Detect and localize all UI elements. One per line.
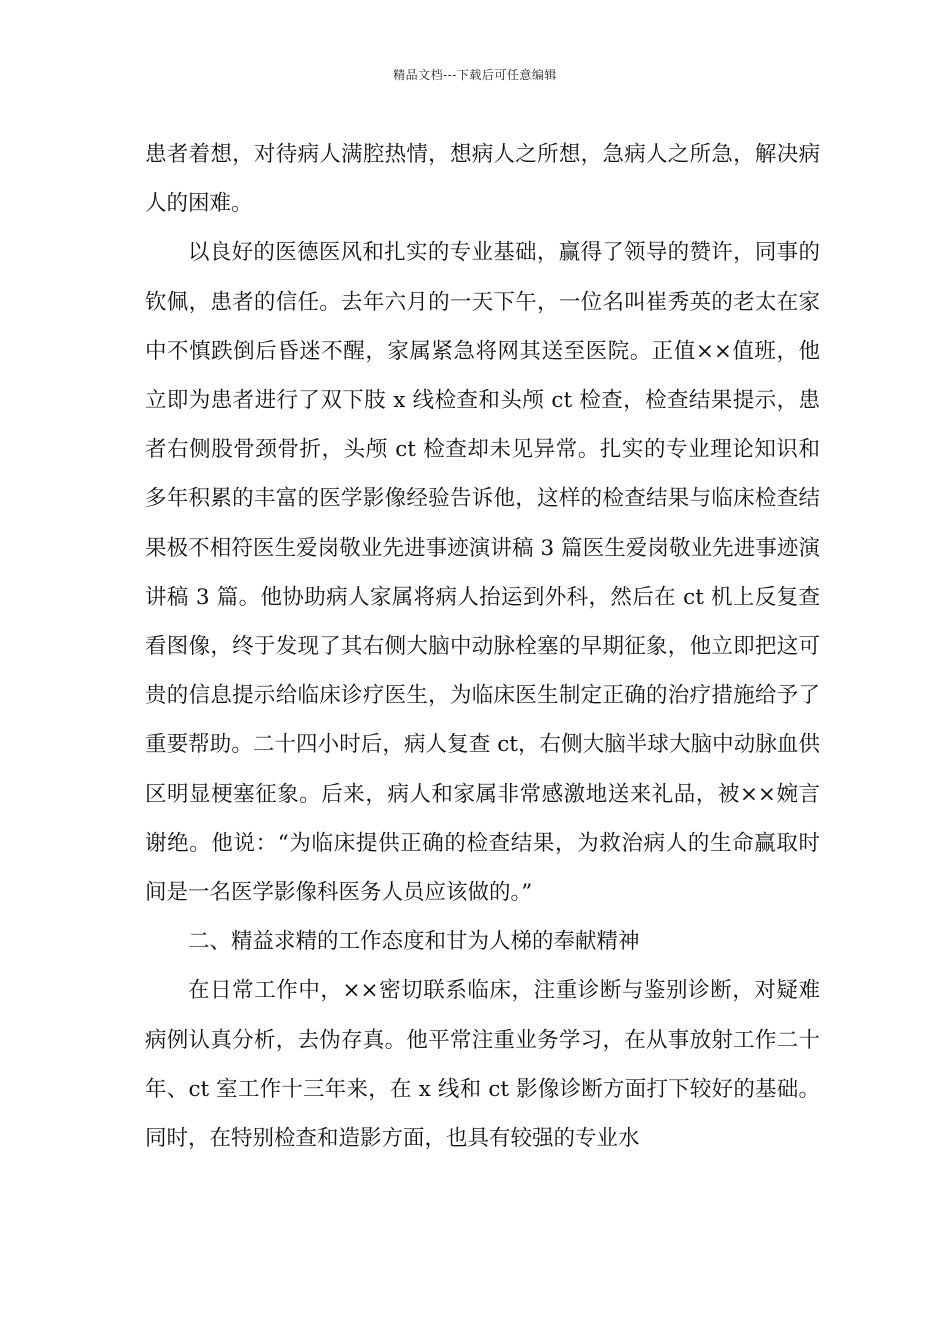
page-header: 精品文档---下载后可任意编辑: [393, 68, 557, 82]
document-body: [145, 130, 820, 1163]
section-heading: 二、精益求精的工作态度和甘为人梯的奉献精神: [188, 929, 640, 955]
paragraph-2: 以良好的医德医风和扎实的专业基础，赢得了领导的赞许，同事的钦佩，患者的信任。去年六月的一天下午，一位名叫崔秀英的老太在家中不慎跌倒后昏迷不醒，家属紧急将网其送至医院。正值××值班，他立即为患者进行了双下肢 x 线检查和头颅 ct 检查，检查结果提示，患者右侧股骨颈骨折，头颅 ct 检查却未见异常。扎实的专业理论知识和多年积累的丰富的医学影像经验告诉他，这样的检查结果与临床检查结果极不相符医生爱岗敬业先进事迹演讲稿 3 篇医生爱岗敬业先进事迹演讲稿 3 篇。他协助病人家属将病人抬运到外科，然后在 ct 机上反复查看图像，终于发现了其右侧大脑中动脉栓塞的早期征象，他立即把这可贵的信息提示给临床诊疗医生，为临床医生制定正确的治疗措施给予了重要帮助。二十四小时后，病人复查 ct，右侧大脑半球大脑中动脉血供区明显梗塞征象。后来，病人和家属非常感激地送来礼品，被××婉言谢绝。他说：“为临床提供正确的检查结果，为救治病人的生命赢取时间是一名医学影像科医务人员应该做的。”: [145, 240, 820, 906]
paragraph-1: 患者着想，对待病人满腔热情，想病人之所想，急病人之所急，解决病人的困难。: [145, 142, 820, 217]
paragraph-3: 在日常工作中，××密切联系临床，注重诊断与鉴别诊断，对疑难病例认真分析，去伪存真。他平常注重业务学习，在从事放射工作二十年、ct 室工作十三年来，在 x 线和 ct 影像诊断方面打下较好的基础。同时，在特别检查和造影方面，也具有较强的专业水: [145, 978, 820, 1152]
